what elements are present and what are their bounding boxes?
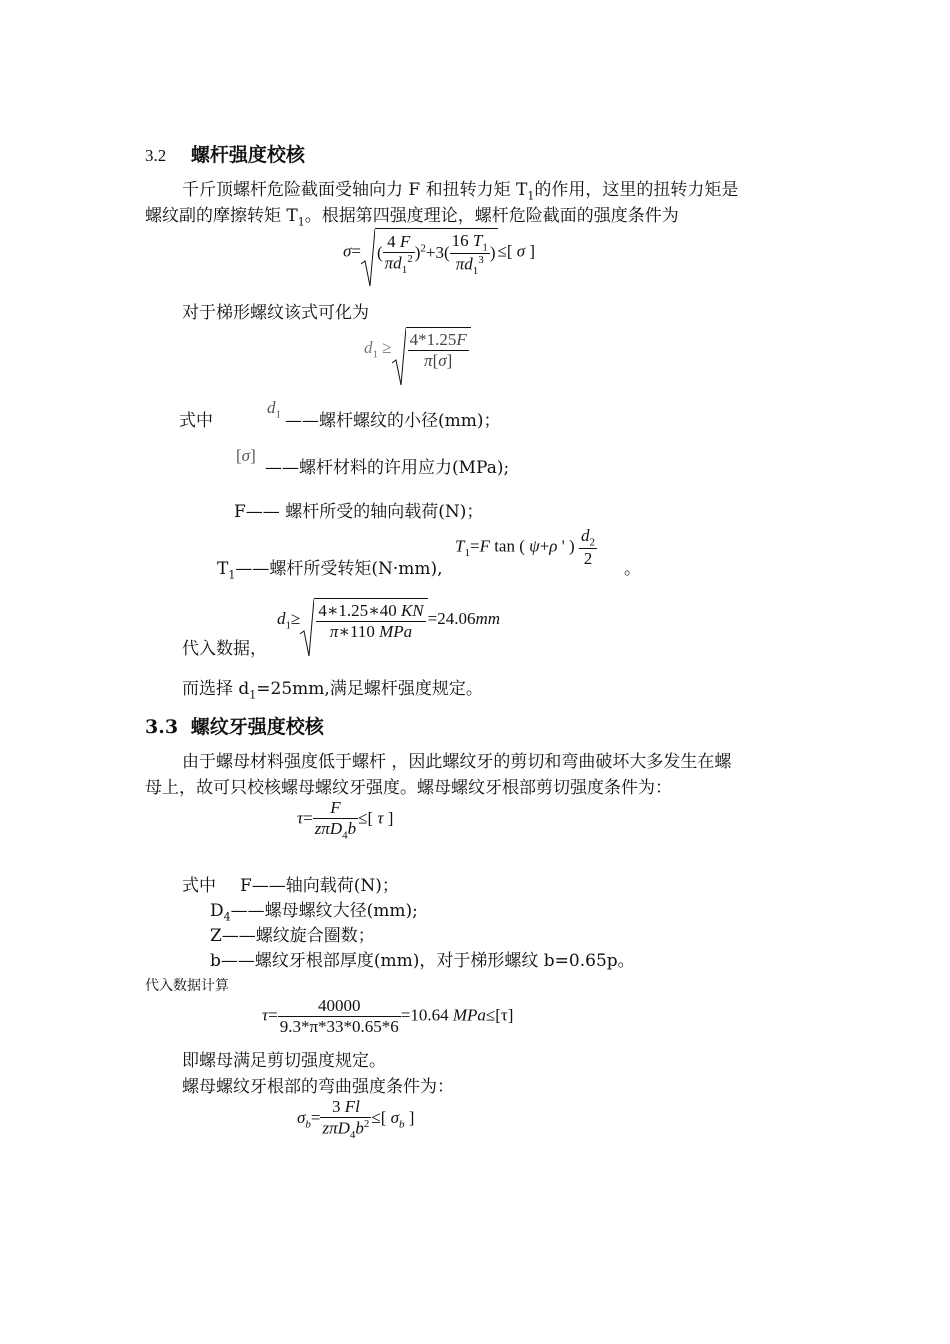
formula-bending: $\sigma_b=$ $\frac{3 Fl}{z\pi D_4b^2}$ ≤[ $\sigma_b$ ] bbox=[297, 1097, 415, 1142]
symbol-sigma: [σ] bbox=[236, 446, 256, 465]
section-heading-3-2 bbox=[145, 140, 305, 167]
formula-d1-substitution: $d_1\ge$ $\frac{4∗1.25∗40 KN}{\text{π∗110 MPa}}$ =24.06mm bbox=[277, 598, 500, 642]
calc-label: 代入数据计算 bbox=[145, 978, 229, 994]
paragraph-line: 千斤顶螺杆危险截面受轴向力 F 和扭转力矩 $T_1$的作用，这里的扭转力矩是 bbox=[182, 180, 739, 203]
section-number: 3.2 bbox=[145, 146, 167, 165]
section-heading-3-3 bbox=[145, 712, 324, 739]
formula-shear: τ= $\frac{F}{z\pi D_4b}$ ≤[ τ ] bbox=[297, 798, 394, 842]
symbol-d1: $d_1$ bbox=[267, 398, 281, 421]
definition-d1: ——螺杆螺纹的小径(mm)； bbox=[285, 411, 501, 431]
paragraph-line: 对于梯形螺纹该式可化为 bbox=[182, 303, 369, 323]
substitute-label: 代入数据， bbox=[182, 639, 267, 659]
paragraph-line: 由于螺母材料强度低于螺杆 ，因此螺纹牙的剪切和弯曲破坏大多发生在螺 bbox=[182, 752, 732, 772]
section-title: 螺纹牙强度校核 bbox=[190, 716, 324, 738]
definition-Z: Z——螺纹旋合圈数； bbox=[210, 926, 375, 946]
definition-sigma: ——螺杆材料的许用应力(MPa); bbox=[265, 458, 510, 478]
section-number: 3.3 bbox=[145, 716, 179, 738]
bend-text: 螺母螺纹牙根部的弯曲强度条件为： bbox=[182, 1077, 454, 1097]
where-label: 式中 bbox=[179, 411, 213, 431]
sqrt-symbol bbox=[361, 228, 375, 288]
definition-T1: $T_1——$螺杆所受转矩(N·mm), bbox=[217, 559, 443, 582]
formula-shear-calc: τ= $\frac{40000}{9.3*\pi*33*0.65*6}$ =10.64 MPa≤[τ] bbox=[262, 996, 514, 1036]
shear-ok: 即螺母满足剪切强度规定。 bbox=[182, 1051, 386, 1071]
formula-fourth-strength: σ= ( $\frac{4 F}{\pi d_1^2}$ )$^2$+3( $\frac{16 T_1}{\pi d_1^3}$ ) ≤[ σ ] bbox=[343, 228, 535, 277]
definition-b: b——螺纹牙根部厚度(mm)，对于梯形螺纹 b=0.65p。 bbox=[210, 951, 635, 971]
definition-D4: $D_4——$螺母螺纹大径(mm); bbox=[210, 901, 418, 924]
definition-F: F——轴向载荷(N)； bbox=[240, 876, 399, 896]
choose-d1: 而选择 $d_1=25mm$,满足螺杆强度规定。 bbox=[182, 679, 483, 702]
where-label: 式中 bbox=[182, 876, 216, 896]
formula-d1-trapezoidal: $d_1$ ≥ $\frac{4*1.25F}{\pi[\sigma]}$ bbox=[364, 327, 471, 371]
paragraph-line: 螺纹副的摩擦转矩 $T_1$。根据第四强度理论，螺杆危险截面的强度条件为 bbox=[145, 206, 679, 229]
period: 。 bbox=[624, 559, 641, 579]
definition-F: F—— 螺杆所受的轴向载荷(N)； bbox=[234, 502, 484, 522]
paragraph-line: 母上，故可只校核螺母螺纹牙强度。螺母螺纹牙根部剪切强度条件为： bbox=[145, 778, 672, 798]
sqrt-symbol bbox=[300, 598, 314, 658]
section-title: 螺杆强度校核 bbox=[190, 144, 305, 166]
sqrt-symbol bbox=[392, 327, 406, 387]
formula-T1: $T_1=F$ tan ( ψ+ρ ' ) $\frac{d_2}{2}$ bbox=[455, 526, 595, 569]
